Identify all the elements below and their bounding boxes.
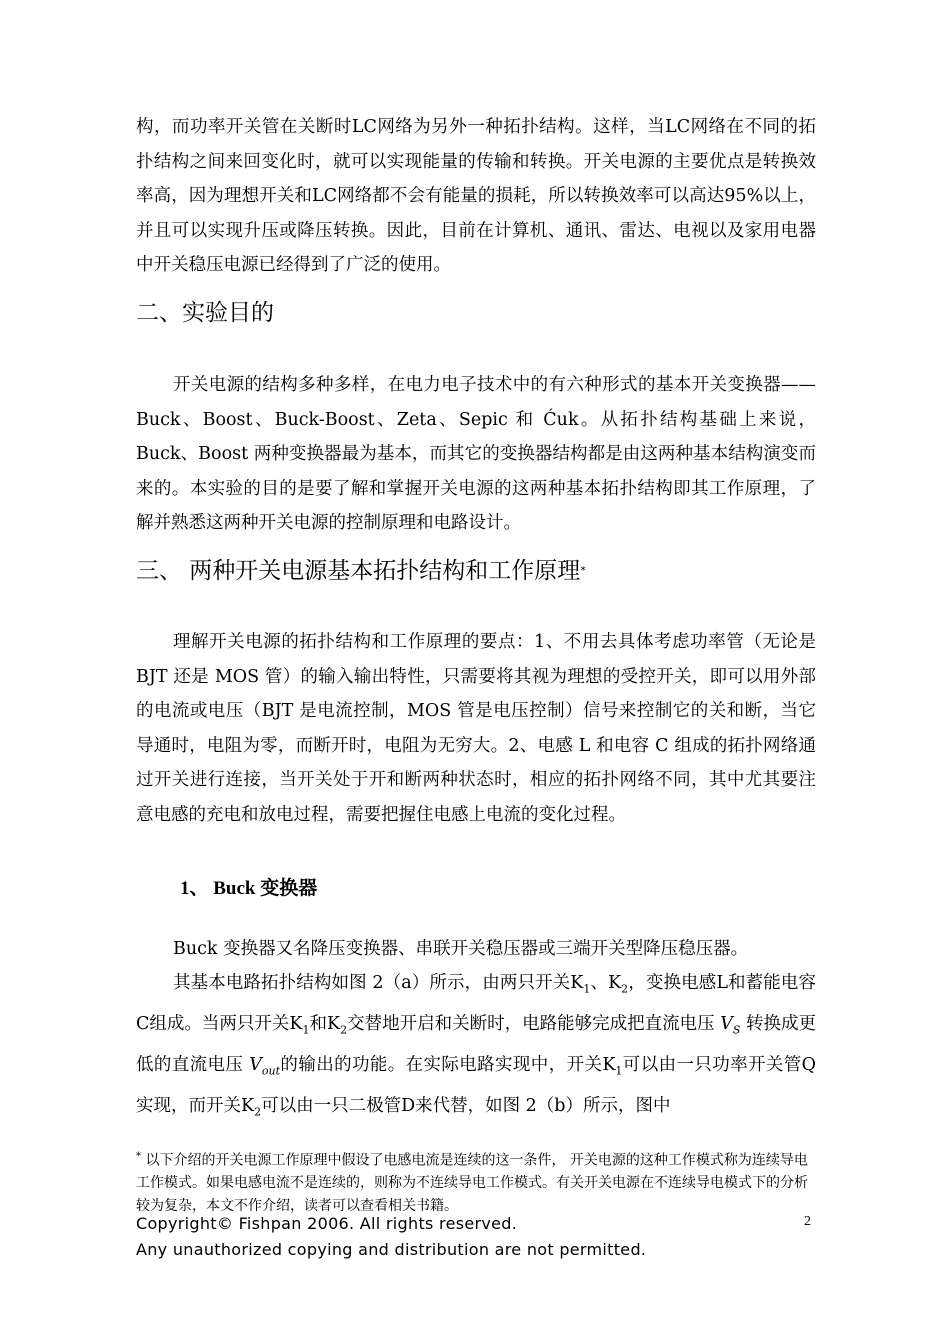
section3-paragraph: 理解开关电源的拓扑结构和工作原理的要点：1、不用去具体考虑功率管（无论是 BJT 还是 MOS 管）的输入输出特性，只需要将其视为理想的受控开关，即可以用外部的电流或电压（BJT 是电流控制，MOS 管是电压控制）信号来控制它的关和断，当它导通时，电阻为零，而断开时，电阻为无穷大。2、电感 L 和电容 C 组成的拓扑网络通过开关进行连接，当开关处于开和断两种状态时，相应的拓扑网络不同，其中尤其要注意电感的充电和放电过程，需要把握住电感上电流的变化过程。 [136,632,816,825]
section2-paragraph: 开关电源的结构多种多样，在电力电子技术中的有六种形式的基本开关变换器——Buck、Boost、Buck-Boost、Zeta、Sepic 和 Ćuk。从拓扑结构基础上来说，Buck、Boost 两种变换器最为基本，而其它的变换器结构都是由这两种基本结构演变而来的。本实验的目的是要了解和掌握开关电源的这两种基本拓扑结构即其工作原理，了解并熟悉这两种开关电源的控制原理和电路设计。 [136,375,816,533]
section3-heading-text: 三、 两种开关电源基本拓扑结构和工作原理 [136,558,581,584]
copyright-line1: Copyright© Fishpan 2006. All rights reserved. [136,1214,518,1233]
footnote [136,1146,816,1217]
section2-heading: 二、实验目的 [136,300,274,326]
intro-paragraph: 构，而功率开关管在关断时LC网络为另外一种拓扑结构。这样，当LC网络在不同的拓扑结构之间来回变化时，就可以实现能量的传输和转换。开关电源的主要优点是转换效率高，因为理想开关和LC网络都不会有能量的损耗，所以转换效率可以高达95%以上，并且可以实现升压或降压转换。因此，目前在计算机、通讯、雷达、电视以及家用电器中开关稳压电源已经得到了广泛的使用。 [136,117,816,275]
footnote-text: 以下介绍的开关电源工作原理中假设了电感电流是连续的这一条件， 开关电源的这种工作模式称为连续导电工作模式。如果电感电流不是连续的，则称为不连续导电工作模式。有关开关电源在不连续导电模式下的分析较为复杂，本文不作介绍，读者可以查看相关书籍。 [136,1152,808,1214]
footnote-mark: * [136,1151,141,1162]
subsection1-heading: 1、 Buck 变换器 [180,878,318,899]
buck-topology-paragraph: 其基本电路拓扑结构如图 2（a）所示，由两只开关$K_1$、$K_2$，变换电感L和蓄能电容C组成。当两只开关$K_1$和$K_2$交替地开启和关断时，电路能够完成把直流电压 $V_S$ 转换成更低的直流电压 $V_{out}$的输出的功能。在实际电路实现中，开关$K_1$可以由一只功率开关管Q实现，而开关$K_2$可以由一只二极管D来代替，如图 2（b）所示，图中 [136,973,817,1119]
section3-heading [136,556,586,586]
footnote-marker: * [580,564,586,577]
page-number: 2 [804,1214,811,1229]
buck-intro-paragraph: Buck 变换器又名降压变换器、串联开关稳压器或三端开关型降压稳压器。 [173,939,749,959]
copyright-line2: Any unauthorized copying and distribution are not permitted. [136,1240,647,1259]
